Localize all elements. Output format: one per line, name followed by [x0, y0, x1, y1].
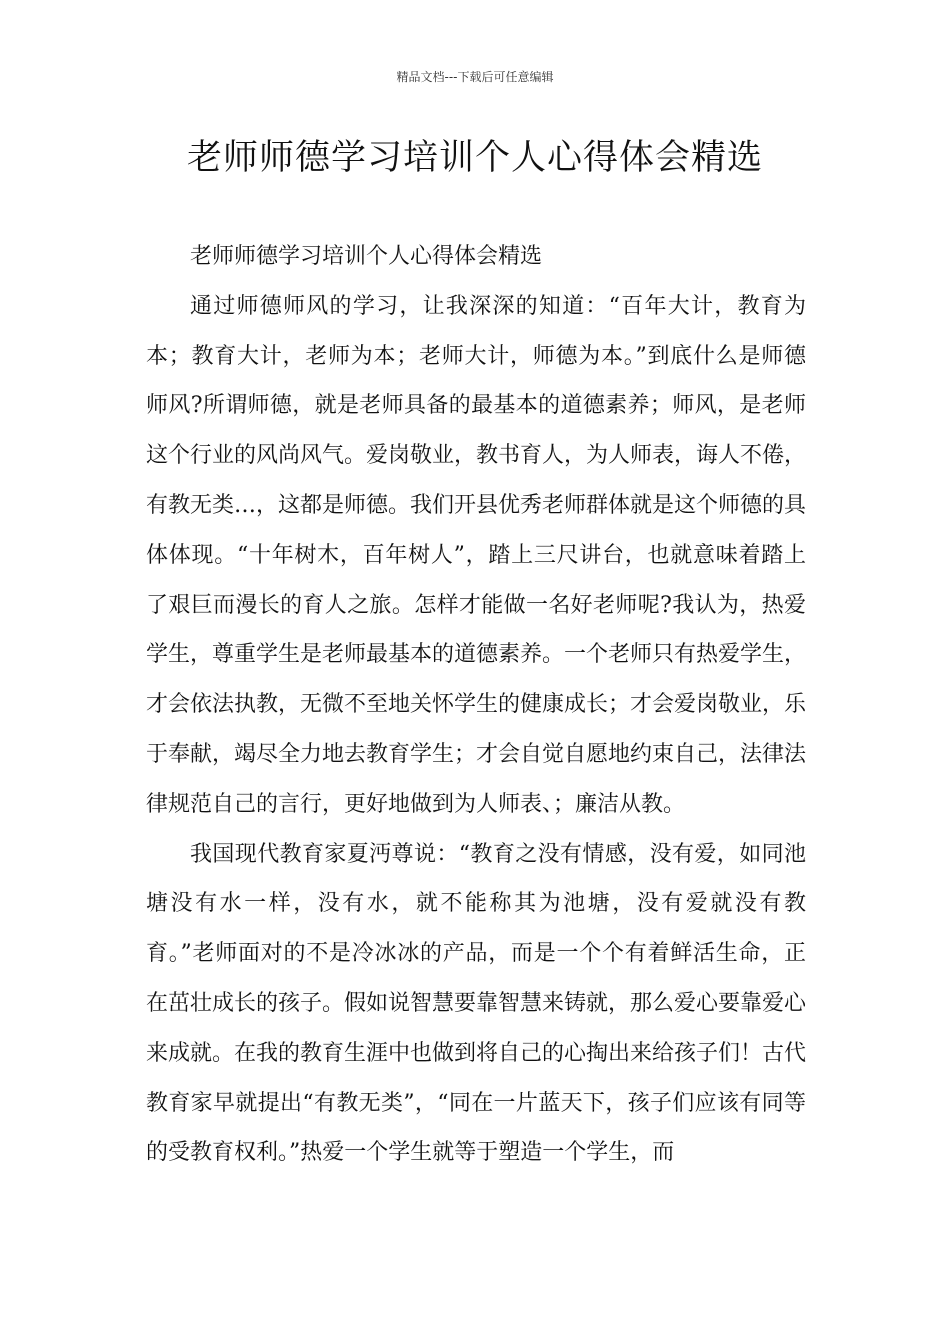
document-title: 老师师德学习培训个人心得体会精选	[186, 138, 763, 178]
paragraph-subtitle: 老师师德学习培训个人心得体会精选	[190, 244, 543, 269]
paragraph: 通过师德师风的学习，让我深深的知道：“百年大计，教育为本；教育大计，老师为本；老师大计，师德为本。”到底什么是师德师风?所谓师德，就是老师具备的最基本的道德素养；师风，是老师这个行业的风尚风气。爱岗敬业，教书育人，为人师表，诲人不倦，有教无类…，这都是师德。我们开县优秀老师群体就是这个师德的具体体现。“十年树木，百年树人”，踏上三尺讲台，也就意味着踏上了艰巨而漫长的育人之旅。怎样才能做一名好老师呢?我认为，热爱学生，尊重学生是老师最基本的道德素养。一个老师只有热爱学生，才会依法执教，无微不至地关怀学生的健康成长；才会爱岗敬业，乐于奉献，竭尽全力地去教育学生；才会自觉自愿地约束自己，法律法律规范自己的言行，更好地做到为人师表、；廉洁从教。	[146, 293, 807, 817]
paragraph: 我国现代教育家夏沔尊说：“教育之没有情感，没有爱，如同池塘没有水一样，没有水，就不能称其为池塘，没有爱就没有教育。”老师面对的不是冷冰冰的产品，而是一个个有着鲜活生命，正在茁壮成长的孩子。假如说智慧要靠智慧来铸就，那么爱心要靠爱心来成就。在我的教育生涯中也做到将自己的心掏出来给孩子们！古代教育家早就提出“有教无类”，“同在一片蓝天下，孩子们应该有同等的受教育权利。”热爱一个学生就等于塑造一个学生，而	[146, 841, 807, 1166]
header-note: 精品文档---下载后可任意编辑	[396, 70, 554, 84]
document-body	[146, 232, 806, 1178]
